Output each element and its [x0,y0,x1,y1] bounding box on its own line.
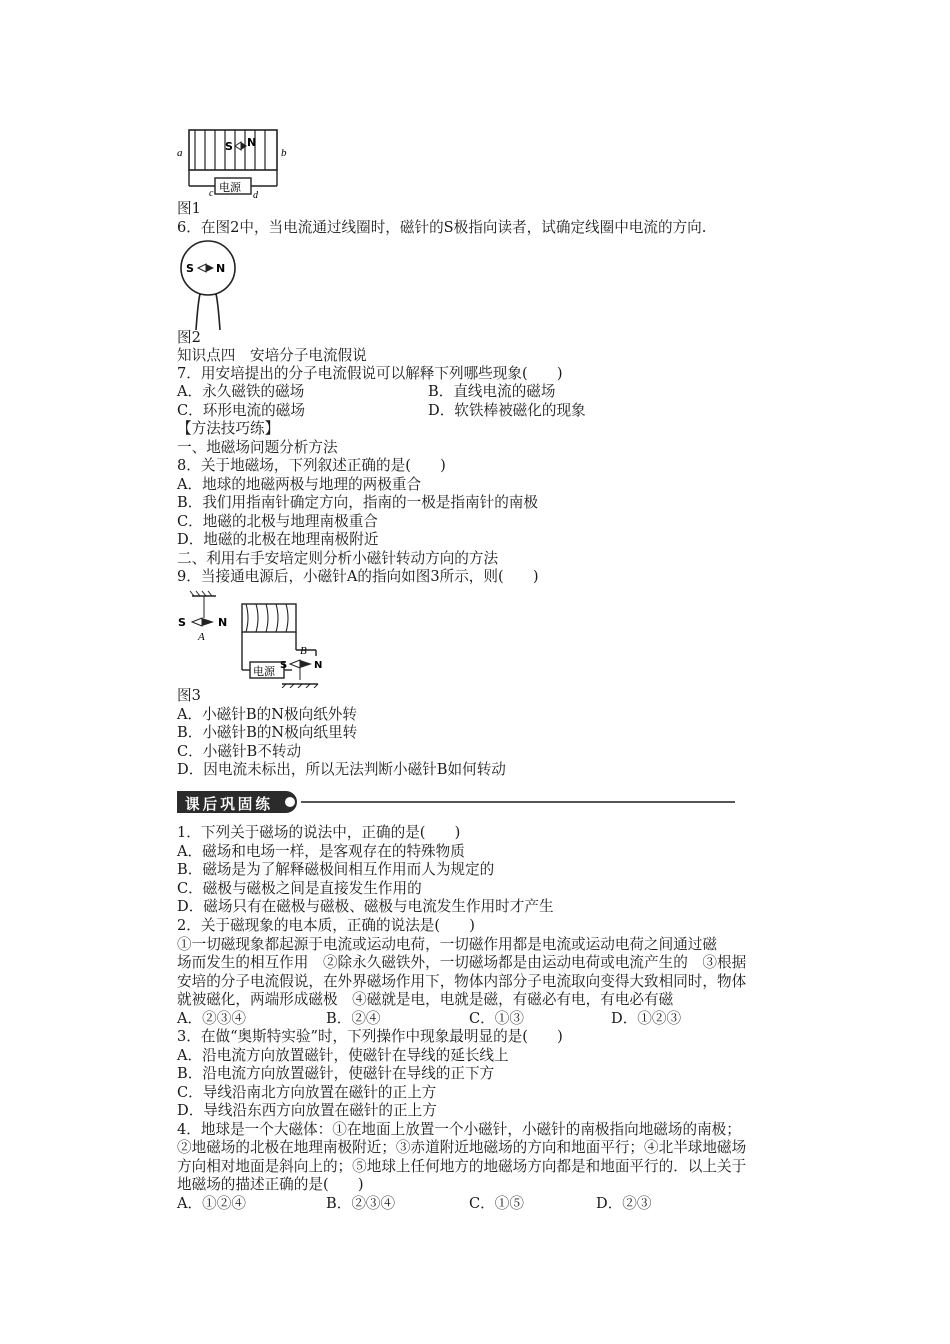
p4-option-c: C．①⑤ [469,1195,524,1212]
post-question-1-stem: 1．下列关于磁场的说法中，正确的是( ) [177,824,461,841]
fig1-label-a: a [177,147,183,159]
post-question-3-stem: 3．在做“奥斯特实验”时，下列操作中现象最明显的是( ) [177,1028,563,1045]
figure-1-caption: 图1 [177,200,201,217]
post-question-4-line-4: 地磁场的描述正确的是( ) [177,1176,364,1193]
p4-option-a: A．①②④ [177,1195,246,1212]
q9-option-d: D．因电流未标出，所以无法判断小磁针B如何转动 [177,761,506,778]
p2-option-c: C．①③ [469,1010,524,1027]
q9-option-c: C．小磁针B不转动 [177,743,302,760]
fig3-pole-s-a: S [178,616,186,629]
p1-option-c: C．磁极与磁极之间是直接发生作用的 [177,880,422,897]
figure-2-caption: 图2 [177,329,201,346]
method-section-title: 【方法技巧练】 [177,420,280,437]
question-7-stem: 7．用安培提出的分子电流假说可以解释下列哪些现象( ) [177,365,563,382]
p3-option-b: B．沿电流方向放置磁针，使磁针在导线的正下方 [177,1065,495,1082]
q7-option-d: D．软铁棒被磁化的现象 [428,402,586,419]
figure-2-ring-coil [176,240,240,330]
fig1-label-b: b [281,147,287,159]
p2-option-a: A．②③④ [177,1010,246,1027]
fig1-pole-s: S [225,140,233,153]
fig1-label-d: d [253,190,258,200]
p2-option-b: B．②④ [326,1010,381,1027]
method-1-heading: 一、地磁场问题分析方法 [177,439,338,456]
method-2-heading: 二、利用右手安培定则分析小磁针转动方向的方法 [177,550,499,567]
p1-option-b: B．磁场是为了解释磁极间相互作用而人为规定的 [177,861,495,878]
post-question-4-line-3: 方向相对地面是斜向上的；⑤地球上任何地方的地磁场方向都是和地面平行的．以上关于 [177,1158,747,1175]
q8-option-c: C．地磁的北极与地理南极重合 [177,513,378,530]
q7-option-c: C．环形电流的磁场 [177,402,305,419]
fig2-pole-s: S [186,262,194,275]
p4-option-b: B．②③④ [326,1195,396,1212]
fig1-pole-n: N [247,136,257,149]
fig3-pole-n-a: N [218,616,228,629]
banner-rule [301,801,735,803]
fig3-pole-s-b: S [280,660,288,671]
p1-option-d: D．磁场只有在磁极与磁极、磁极与电流发生作用时才产生 [177,898,554,915]
figure-3-caption: 图3 [177,687,201,704]
p1-option-a: A．磁场和电场一样，是客观存在的特殊物质 [177,843,465,860]
post-question-2-stem: 2．关于磁现象的电本质，正确的说法是( ) [177,917,475,934]
question-8-stem: 8．关于地磁场，下列叙述正确的是( ) [177,457,446,474]
fig3-pole-n-b: N [314,660,323,671]
post-question-4-line-2: ②地磁场的北极在地理南极附近；③赤道附近地磁场的方向和地面平行；④北半球地磁场 [177,1139,747,1156]
post-question-4-line-1: 4．地球是一个大磁体：①在地面上放置一个小磁针，小磁针的南极指向地磁场的南极； [177,1121,741,1138]
p2-statement-line-1: ①一切磁现象都起源于电流或运动电荷，一切磁作用都是电流或运动电荷之间通过磁 [177,936,717,953]
q8-option-b: B．我们用指南针确定方向，指南的一极是指南针的南极 [177,494,538,511]
figure-3-solenoid-compasses [176,588,336,688]
question-6: 6．在图2中，当电流通过线圈时，磁针的S极指向读者，试确定线圈中电流的方向. [177,219,707,236]
p4-option-d: D．②③ [596,1195,652,1212]
q9-option-a: A．小磁针B的N极向纸外转 [177,706,357,723]
q7-option-b: B．直线电流的磁场 [428,383,556,400]
p2-statement-line-2: 场而发生的相互作用 ②除永久磁铁外，一切磁场都是由运动电荷或电流产生的 ③根据 [177,954,747,971]
banner-pill [177,791,297,813]
banner-dot-icon [285,797,295,807]
fig3-source-label: 电源 [253,665,275,678]
p2-option-d: D．①②③ [611,1010,682,1027]
p3-option-d: D．导线沿东西方向放置在磁针的正上方 [177,1102,437,1119]
p2-statement-line-3: 安培的分子电流假说，在外界磁场作用下，物体内部分子电流取向变得大致相同时，物体 [177,973,747,990]
q9-option-b: B．小磁针B的N极向纸里转 [177,724,358,741]
p3-option-a: A．沿电流方向放置磁针，使磁针在导线的延长线上 [177,1047,509,1064]
q7-option-a: A．永久磁铁的磁场 [177,383,305,400]
p2-statement-line-4: 就被磁化，两端形成磁极 ④磁就是电，电就是磁，有磁必有电，有电必有磁 [177,991,674,1008]
fig3-label-b: B [300,645,307,657]
banner-title: 课后巩固练 [185,796,273,813]
q8-option-a: A．地球的地磁两极与地理的两极重合 [177,476,422,493]
q8-option-d: D．地磁的北极在地理南极附近 [177,531,379,548]
figure-1-solenoid [175,126,295,200]
fig3-label-a: A [198,631,205,643]
knowledge-point-4: 知识点四 安培分子电流假说 [177,347,367,364]
p3-option-c: C．导线沿南北方向放置在磁针的正上方 [177,1084,437,1101]
question-9-stem: 9．当接通电源后，小磁针A的指向如图3所示，则( ) [177,568,539,585]
fig2-pole-n: N [216,262,226,275]
fig1-source-label: 电源 [219,181,241,194]
fig1-label-c: c [209,188,214,199]
